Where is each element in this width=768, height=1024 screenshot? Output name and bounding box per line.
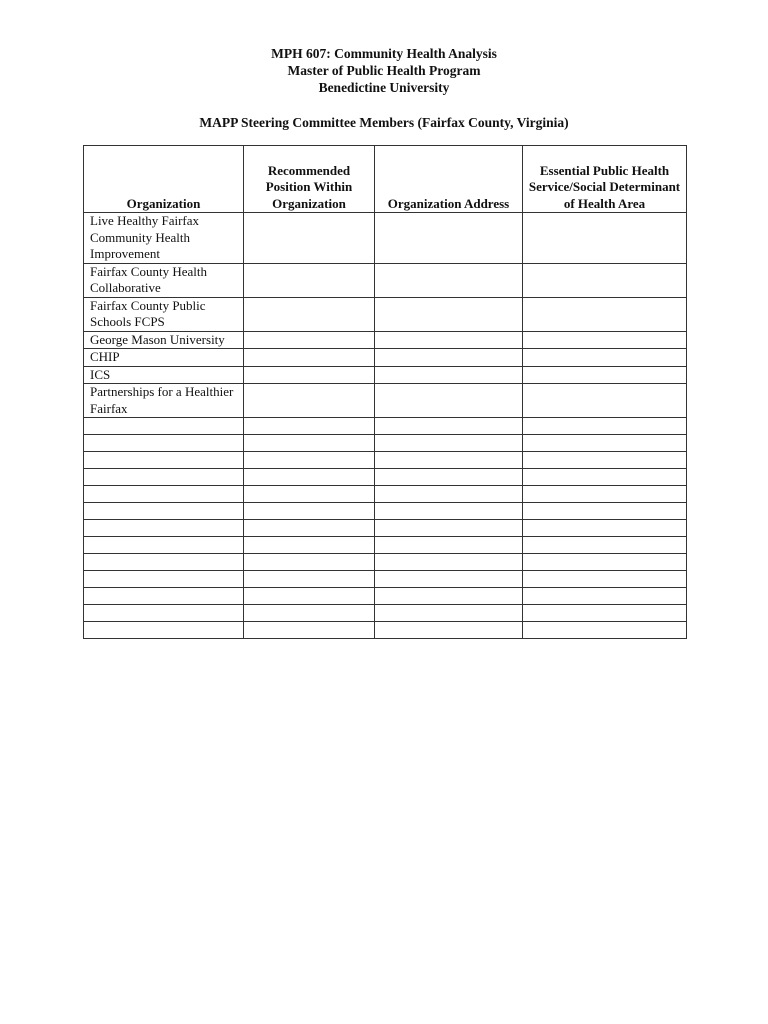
service-area-cell (523, 349, 687, 367)
steering-committee-table (83, 145, 687, 639)
address-cell (375, 263, 523, 297)
position-cell (244, 571, 375, 588)
service-area-cell (523, 571, 687, 588)
address-cell (375, 435, 523, 452)
column-header-essential-service-area: Essential Public Health Service/Social Determinant of Health Area (523, 146, 687, 213)
position-cell (244, 469, 375, 486)
address-cell (375, 366, 523, 384)
service-area-cell (523, 366, 687, 384)
position-cell (244, 452, 375, 469)
service-area-cell (523, 452, 687, 469)
position-cell (244, 588, 375, 605)
position-cell (244, 213, 375, 264)
table-row (84, 418, 687, 435)
table-row (84, 297, 687, 331)
service-area-cell (523, 297, 687, 331)
course-title: MPH 607: Community Health Analysis (271, 46, 497, 61)
address-cell (375, 297, 523, 331)
document-header (0, 45, 768, 96)
address-cell (375, 213, 523, 264)
address-cell (375, 503, 523, 520)
program-name: Master of Public Health Program (287, 63, 481, 78)
university-name: Benedictine University (318, 80, 450, 95)
address-cell (375, 452, 523, 469)
position-cell (244, 537, 375, 554)
address-cell (375, 384, 523, 418)
organization-cell: Fairfax County Health Collaborative (84, 263, 244, 297)
service-area-cell (523, 605, 687, 622)
address-cell (375, 469, 523, 486)
service-area-cell (523, 503, 687, 520)
organization-cell (84, 486, 244, 503)
table-row (84, 520, 687, 537)
table-row (84, 213, 687, 264)
table-row (84, 554, 687, 571)
service-area-cell (523, 213, 687, 264)
address-cell (375, 588, 523, 605)
service-area-cell (523, 622, 687, 639)
table-body (84, 213, 687, 639)
address-cell (375, 622, 523, 639)
address-cell (375, 537, 523, 554)
table-row (84, 503, 687, 520)
table-row (84, 588, 687, 605)
organization-cell: George Mason University (84, 331, 244, 349)
service-area-cell (523, 384, 687, 418)
column-header-organization-address: Organization Address (375, 146, 523, 213)
table-row (84, 571, 687, 588)
table-row (84, 331, 687, 349)
organization-cell (84, 554, 244, 571)
service-area-cell (523, 435, 687, 452)
service-area-cell (523, 554, 687, 571)
service-area-cell (523, 537, 687, 554)
address-cell (375, 520, 523, 537)
service-area-cell (523, 469, 687, 486)
table-title: MAPP Steering Committee Members (Fairfax County, Virginia) (199, 115, 569, 130)
service-area-cell (523, 418, 687, 435)
service-area-cell (523, 588, 687, 605)
organization-cell (84, 588, 244, 605)
organization-cell: Partnerships for a Healthier Fairfax (84, 384, 244, 418)
service-area-cell (523, 520, 687, 537)
address-cell (375, 554, 523, 571)
table-row (84, 366, 687, 384)
column-header-recommended-position: Recommended Position Within Organization (244, 146, 375, 213)
position-cell (244, 349, 375, 367)
position-cell (244, 520, 375, 537)
organization-cell (84, 469, 244, 486)
organization-cell (84, 537, 244, 554)
organization-cell (84, 452, 244, 469)
position-cell (244, 486, 375, 503)
address-cell (375, 418, 523, 435)
position-cell (244, 435, 375, 452)
table-row (84, 622, 687, 639)
organization-cell (84, 418, 244, 435)
position-cell (244, 605, 375, 622)
table-row (84, 605, 687, 622)
position-cell (244, 384, 375, 418)
organization-cell: Live Healthy Fairfax Community Health Improvement (84, 213, 244, 264)
table-row (84, 452, 687, 469)
table-row (84, 349, 687, 367)
position-cell (244, 366, 375, 384)
organization-cell (84, 503, 244, 520)
address-cell (375, 605, 523, 622)
organization-cell: CHIP (84, 349, 244, 367)
organization-cell (84, 622, 244, 639)
position-cell (244, 263, 375, 297)
address-cell (375, 349, 523, 367)
position-cell (244, 503, 375, 520)
organization-cell: ICS (84, 366, 244, 384)
service-area-cell (523, 486, 687, 503)
table-row (84, 469, 687, 486)
address-cell (375, 331, 523, 349)
position-cell (244, 297, 375, 331)
table-row (84, 384, 687, 418)
table-row (84, 537, 687, 554)
address-cell (375, 486, 523, 503)
organization-cell (84, 571, 244, 588)
organization-cell (84, 435, 244, 452)
position-cell (244, 622, 375, 639)
position-cell (244, 554, 375, 571)
table-row (84, 435, 687, 452)
organization-cell: Fairfax County Public Schools FCPS (84, 297, 244, 331)
organization-cell (84, 520, 244, 537)
address-cell (375, 571, 523, 588)
column-header-organization: Organization (84, 146, 244, 213)
position-cell (244, 331, 375, 349)
service-area-cell (523, 263, 687, 297)
organization-cell (84, 605, 244, 622)
table-row (84, 263, 687, 297)
table-row (84, 486, 687, 503)
table-header-row (84, 146, 687, 213)
service-area-cell (523, 331, 687, 349)
position-cell (244, 418, 375, 435)
